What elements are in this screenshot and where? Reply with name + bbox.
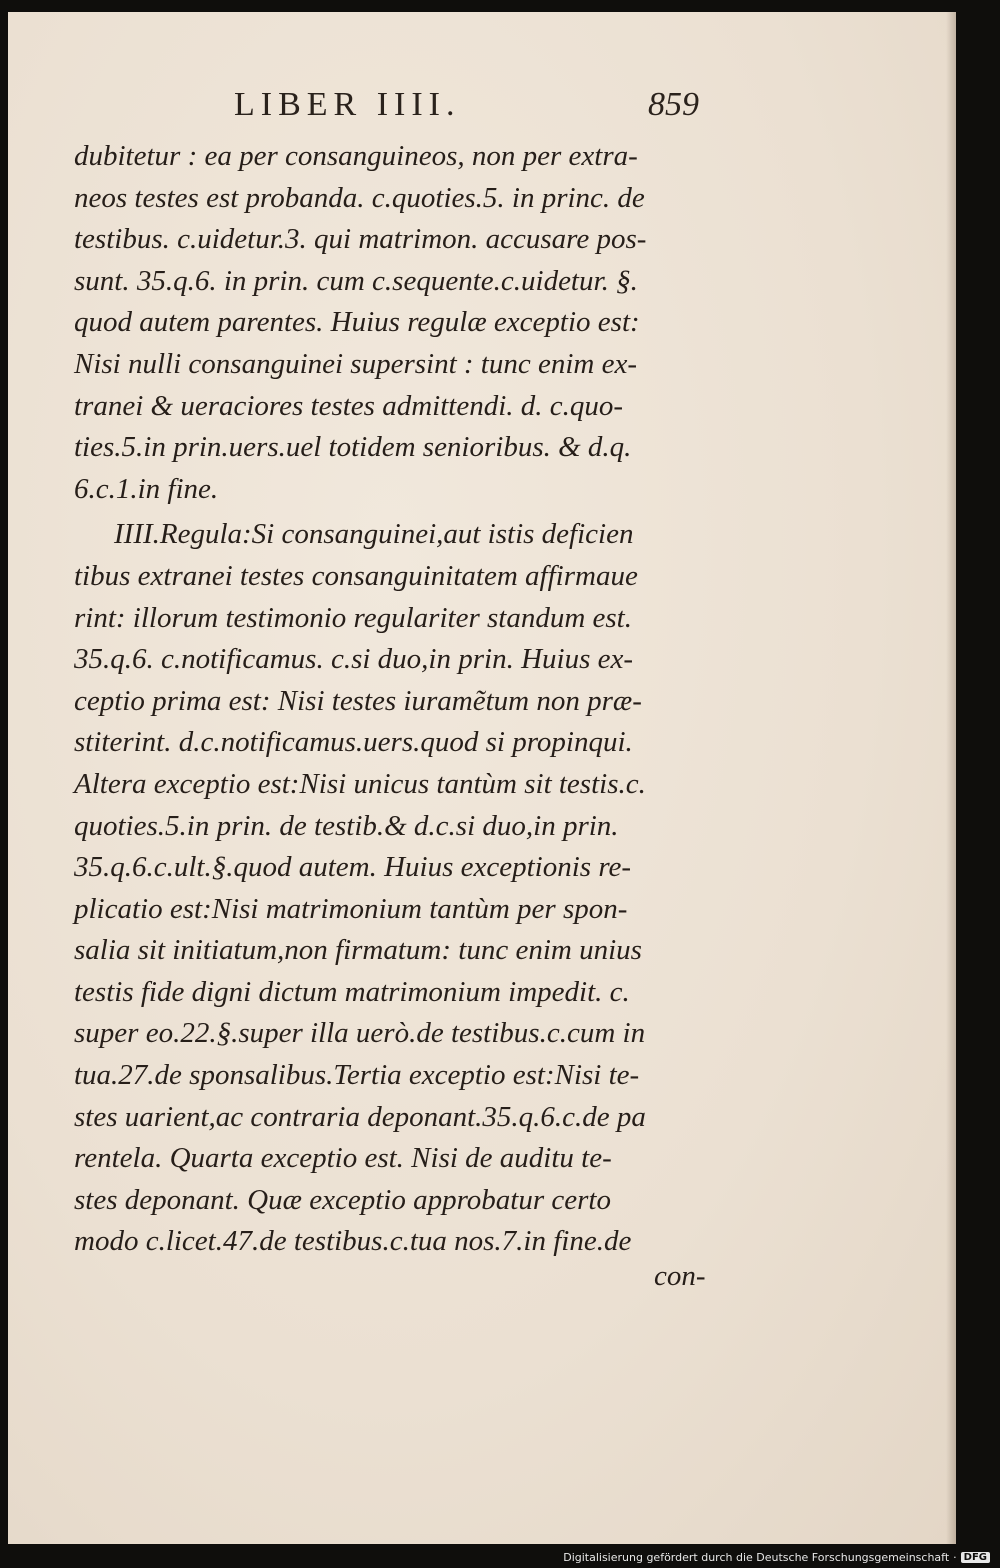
text-line: neos testes est probanda. c.quoties.5. in princ. de: [74, 181, 645, 214]
text-line: dubitetur : ea per consanguineos, non per extra-: [74, 140, 638, 172]
text-line: stiterint. d.c.notificamus.uers.quod si propinqui.: [74, 726, 633, 759]
book-page: [8, 12, 956, 1544]
text-line: tibus extranei testes consanguinitatem affirmaue: [74, 559, 638, 592]
text-line: 35.q.6. c.notificamus. c.si duo,in prin. Huius ex-: [74, 643, 634, 676]
text-line: rint: illorum testimonio regulariter standum est.: [74, 601, 632, 634]
text-line: rentela. Quarta exceptio est. Nisi de auditu te-: [74, 1142, 612, 1175]
text-line: modo c.licet.47.de testibus.c.tua nos.7.in fine.de: [74, 1225, 632, 1258]
text-line: sunt. 35.q.6. in prin. cum c.sequente.c.uidetur. §.: [74, 264, 638, 297]
page-number: 859: [648, 86, 699, 123]
text-line: salia sit initiatum,non firmatum: tunc enim unius: [74, 934, 642, 967]
text-line: plicatio est:Nisi matrimonium tantùm per spon-: [74, 892, 628, 925]
text-line: super eo.22.§.super illa uerò.de testibus.c.cum in: [74, 1017, 646, 1050]
digitization-credit: [563, 1551, 990, 1564]
text-line: IIII.Regula:Si consanguinei,aut istis deficien: [114, 518, 634, 551]
running-head: [8, 86, 956, 130]
body-text: [74, 136, 714, 1263]
credit-separator: ·: [953, 1551, 957, 1564]
dfg-logo-icon: DFG: [961, 1552, 990, 1563]
text-line: ceptio prima est: Nisi testes iuramẽtum non præ-: [74, 684, 642, 717]
catchword: con-: [654, 1260, 706, 1292]
text-line: Nisi nulli consanguinei supersint : tunc enim ex-: [74, 347, 638, 380]
text-line: tua.27.de sponsalibus.Tertia exceptio est:Nisi te-: [74, 1059, 640, 1092]
text-line: ties.5.in prin.uers.uel totidem senioribus. & d.q.: [74, 431, 632, 464]
text-line: testis fide digni dictum matrimonium impedit. c.: [74, 975, 630, 1008]
text-line: 6.c.1.in fine.: [74, 472, 219, 505]
text-line: stes uarient,ac contraria deponant.35.q.6.c.de pa: [74, 1100, 646, 1133]
text-line: stes deponant. Quæ exceptio approbatur certo: [74, 1183, 611, 1216]
text-line: tranei & ueraciores testes admittendi. d. c.quo-: [74, 389, 624, 422]
text-line: Altera exceptio est:Nisi unicus tantùm sit testis.c.: [74, 767, 646, 800]
text-line: quoties.5.in prin. de testib.& d.c.si duo,in prin.: [74, 809, 619, 842]
text-line: testibus. c.uidetur.3. qui matrimon. accusare pos-: [74, 223, 647, 256]
text-line: 35.q.6.c.ult.§.quod autem. Huius exceptionis re-: [74, 851, 632, 884]
credit-text: Digitalisierung gefördert durch die Deutsche Forschungsgemeinschaft: [563, 1551, 950, 1564]
running-head-title: LIBER IIII.: [234, 86, 461, 123]
page-edge-shadow: [946, 12, 956, 1544]
text-line: quod autem parentes. Huius regulæ exceptio est:: [74, 306, 640, 339]
